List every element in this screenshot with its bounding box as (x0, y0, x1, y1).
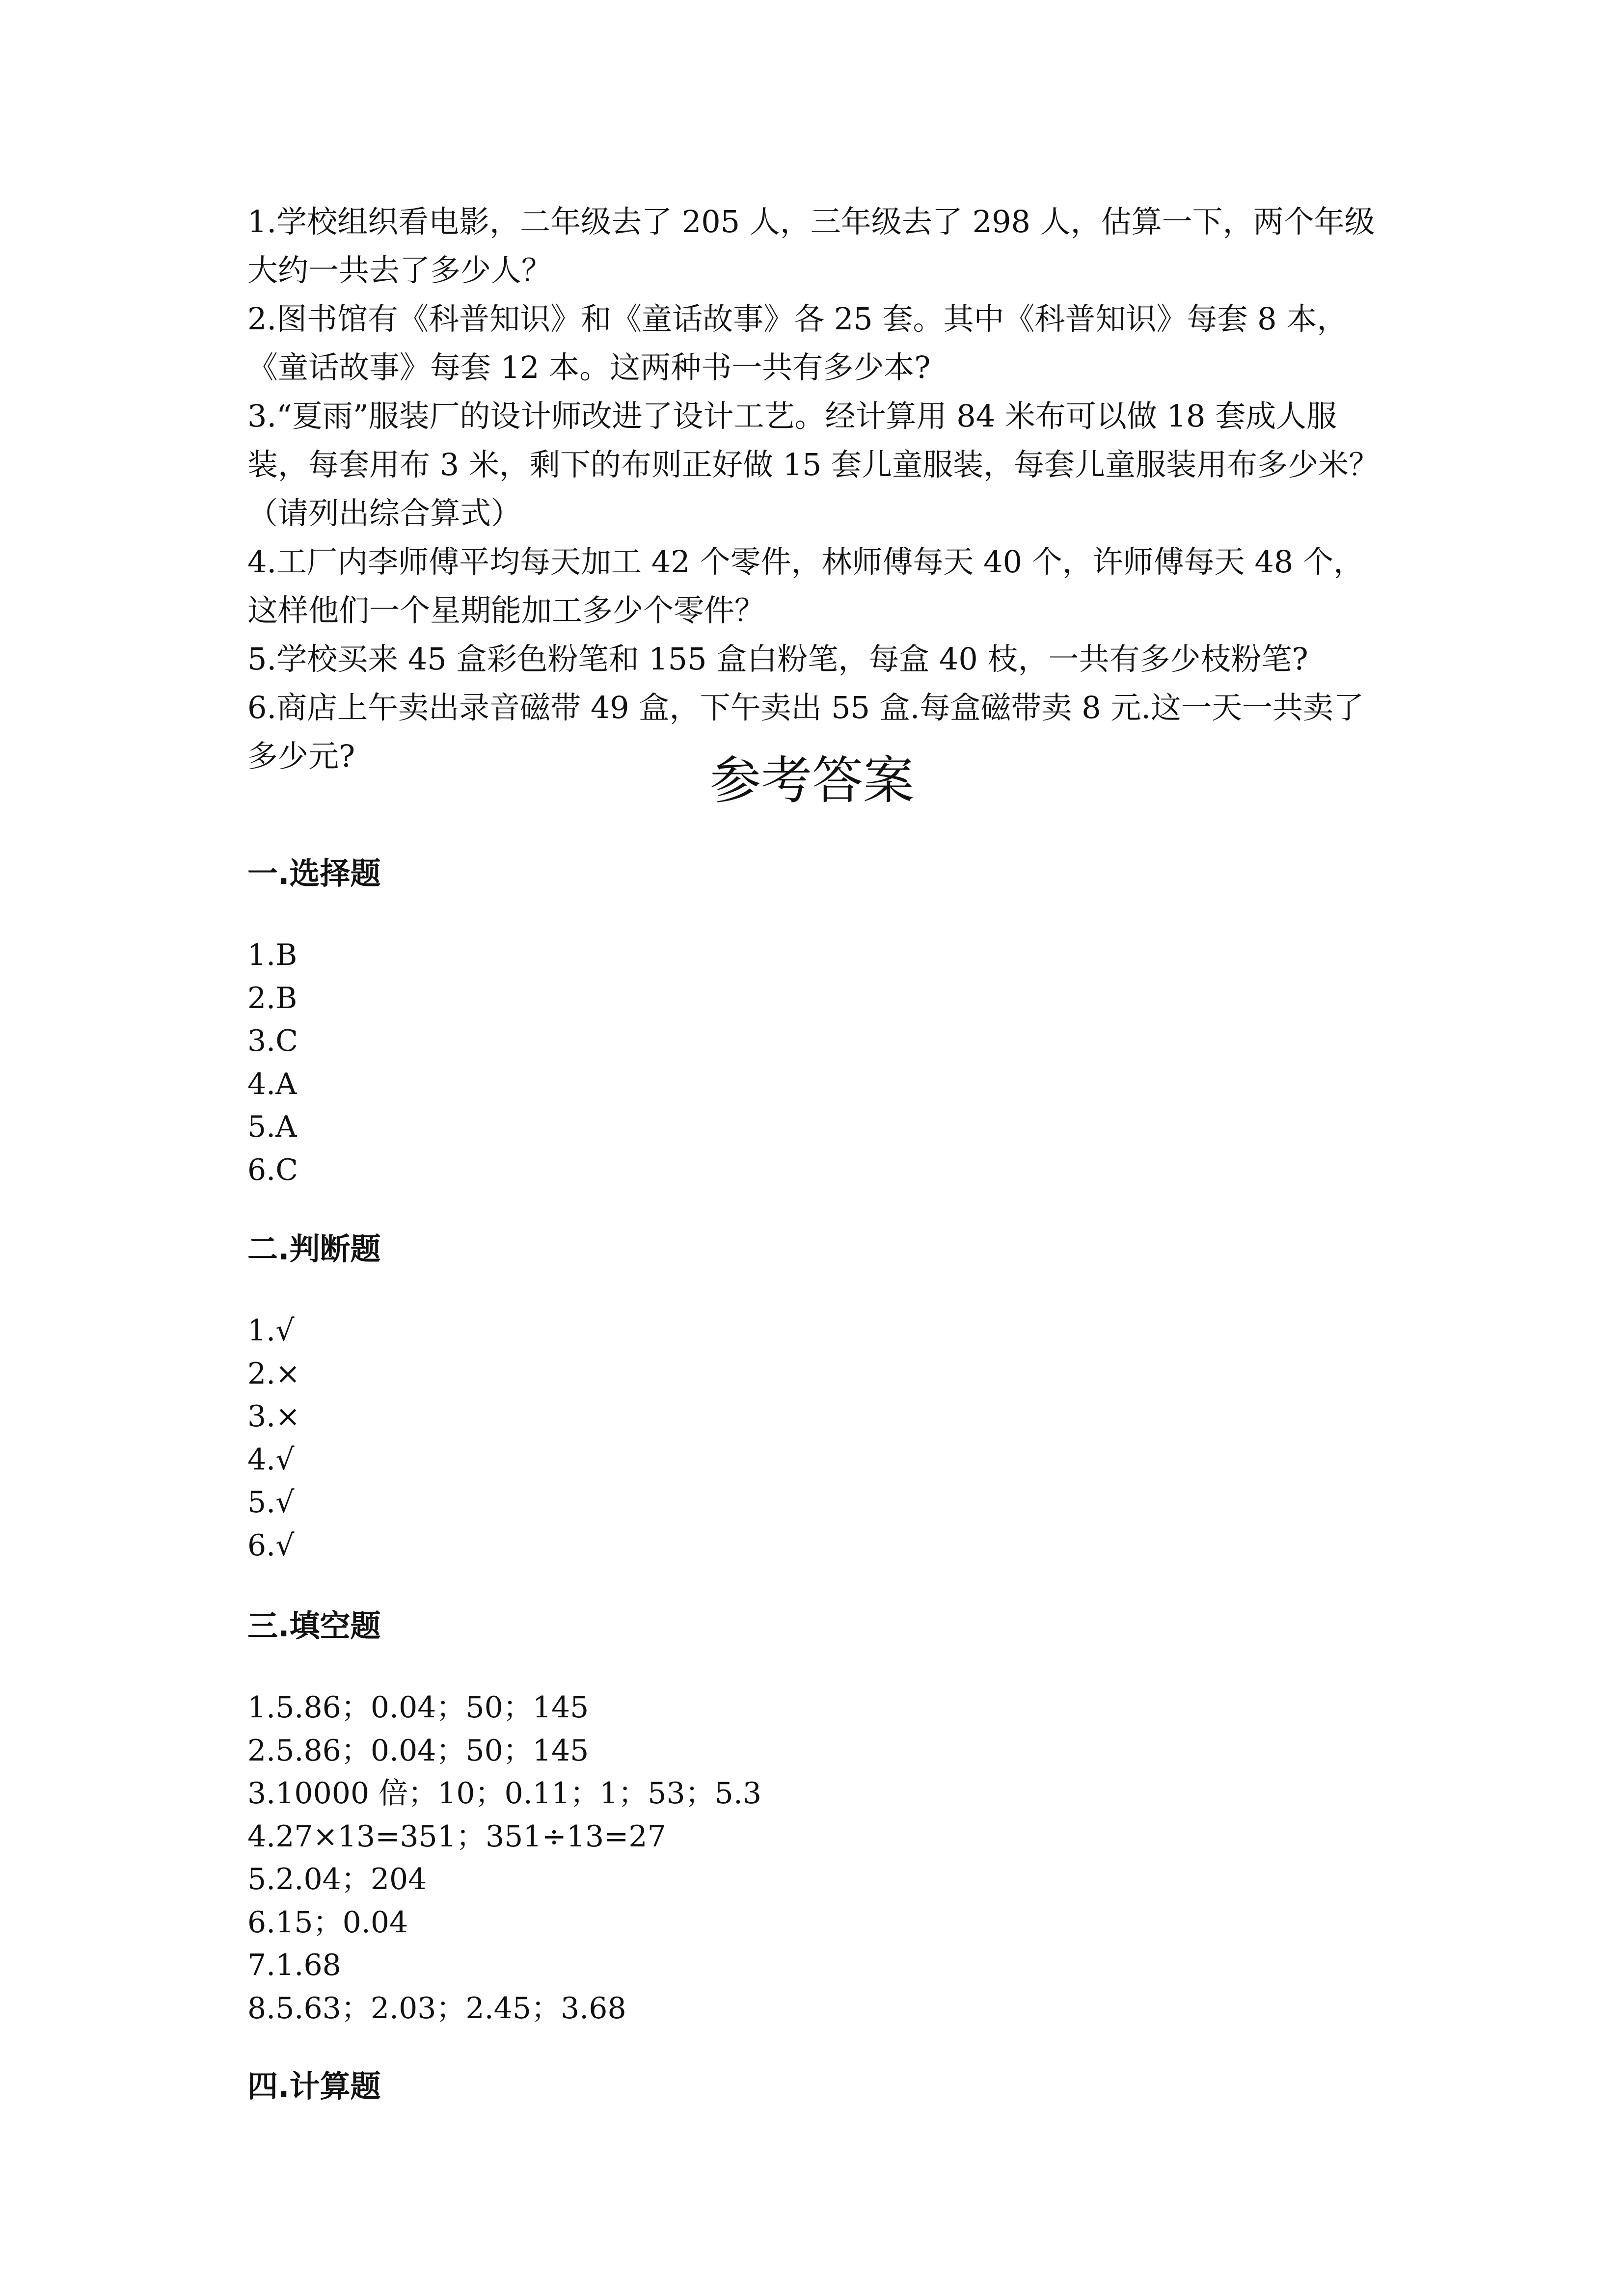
word-problem-list (247, 197, 1386, 780)
answer-item: 5.√ (247, 1485, 295, 1520)
word-problem: 1.学校组织看电影，二年级去了 205 人，三年级去了 298 人，估算一下，两个年级大约一共去了多少人？ (247, 204, 1375, 288)
word-problem: 6.商店上午卖出录音磁带 49 盒，下午卖出 55 盒.每盒磁带卖 8 元.这一天一共卖了多少元? (247, 690, 1364, 774)
answer-list-judge (247, 1309, 300, 1567)
answer-list-choice (247, 934, 298, 1192)
section-heading-judge: 二.判断题 (247, 1231, 381, 1267)
answer-item: 4.√ (247, 1442, 295, 1477)
answer-item: 1.5.86；0.04；50；145 (247, 1690, 589, 1725)
word-problem: 4.工厂内李师傅平均每天加工 42 个零件，林师傅每天 40 个，许师傅每天 48 个，这样他们一个星期能加工多少个零件？ (247, 544, 1364, 628)
answer-item: 4.A (247, 1067, 297, 1101)
answer-item: 2.× (247, 1356, 300, 1391)
answer-list-fill (247, 1686, 761, 2030)
answer-item: 4.27×13=351；351÷13=27 (247, 1819, 666, 1854)
section-heading-calc: 四.计算题 (247, 2068, 381, 2104)
answer-key-title: 参考答案 (709, 750, 914, 810)
word-problem: 3.“夏雨”服装厂的设计师改进了设计工艺。经计算用 84 米布可以做 18 套成人服装，每套用布 3 米，剩下的布则正好做 15 套儿童服装，每套儿童服装用布多少米？（请列出综合算式） (247, 398, 1380, 531)
answer-item: 5.A (247, 1110, 297, 1144)
answer-item: 7.1.68 (247, 1948, 341, 1982)
answer-item: 3.10000 倍；10；0.11；1；53；5.3 (247, 1776, 762, 1811)
answer-item: 1.√ (247, 1313, 295, 1348)
answer-item: 8.5.63；2.03；2.45；3.68 (247, 1991, 626, 2026)
word-problem: 2.图书馆有《科普知识》和《童话故事》各 25 套。其中《科普知识》每套 8 本，《童话故事》每套 12 本。这两种书一共有多少本? (247, 301, 1348, 385)
word-problem: 5.学校买来 45 盒彩色粉笔和 155 盒白粉笔，每盒 40 枝，一共有多少枝粉笔? (247, 641, 1308, 677)
answer-item: 6.C (247, 1152, 298, 1187)
answer-item: 1.B (247, 938, 298, 972)
answer-item: 6.√ (247, 1528, 295, 1563)
answer-item: 3.× (247, 1399, 300, 1434)
answer-item: 3.C (247, 1024, 298, 1058)
section-heading-choice: 一.选择题 (247, 855, 381, 891)
section-heading-fill: 三.填空题 (247, 1608, 381, 1644)
answer-item: 2.5.86；0.04；50；145 (247, 1733, 589, 1768)
answer-item: 5.2.04；204 (247, 1862, 427, 1896)
answer-item: 2.B (247, 981, 298, 1015)
answer-item: 6.15；0.04 (247, 1905, 408, 1940)
